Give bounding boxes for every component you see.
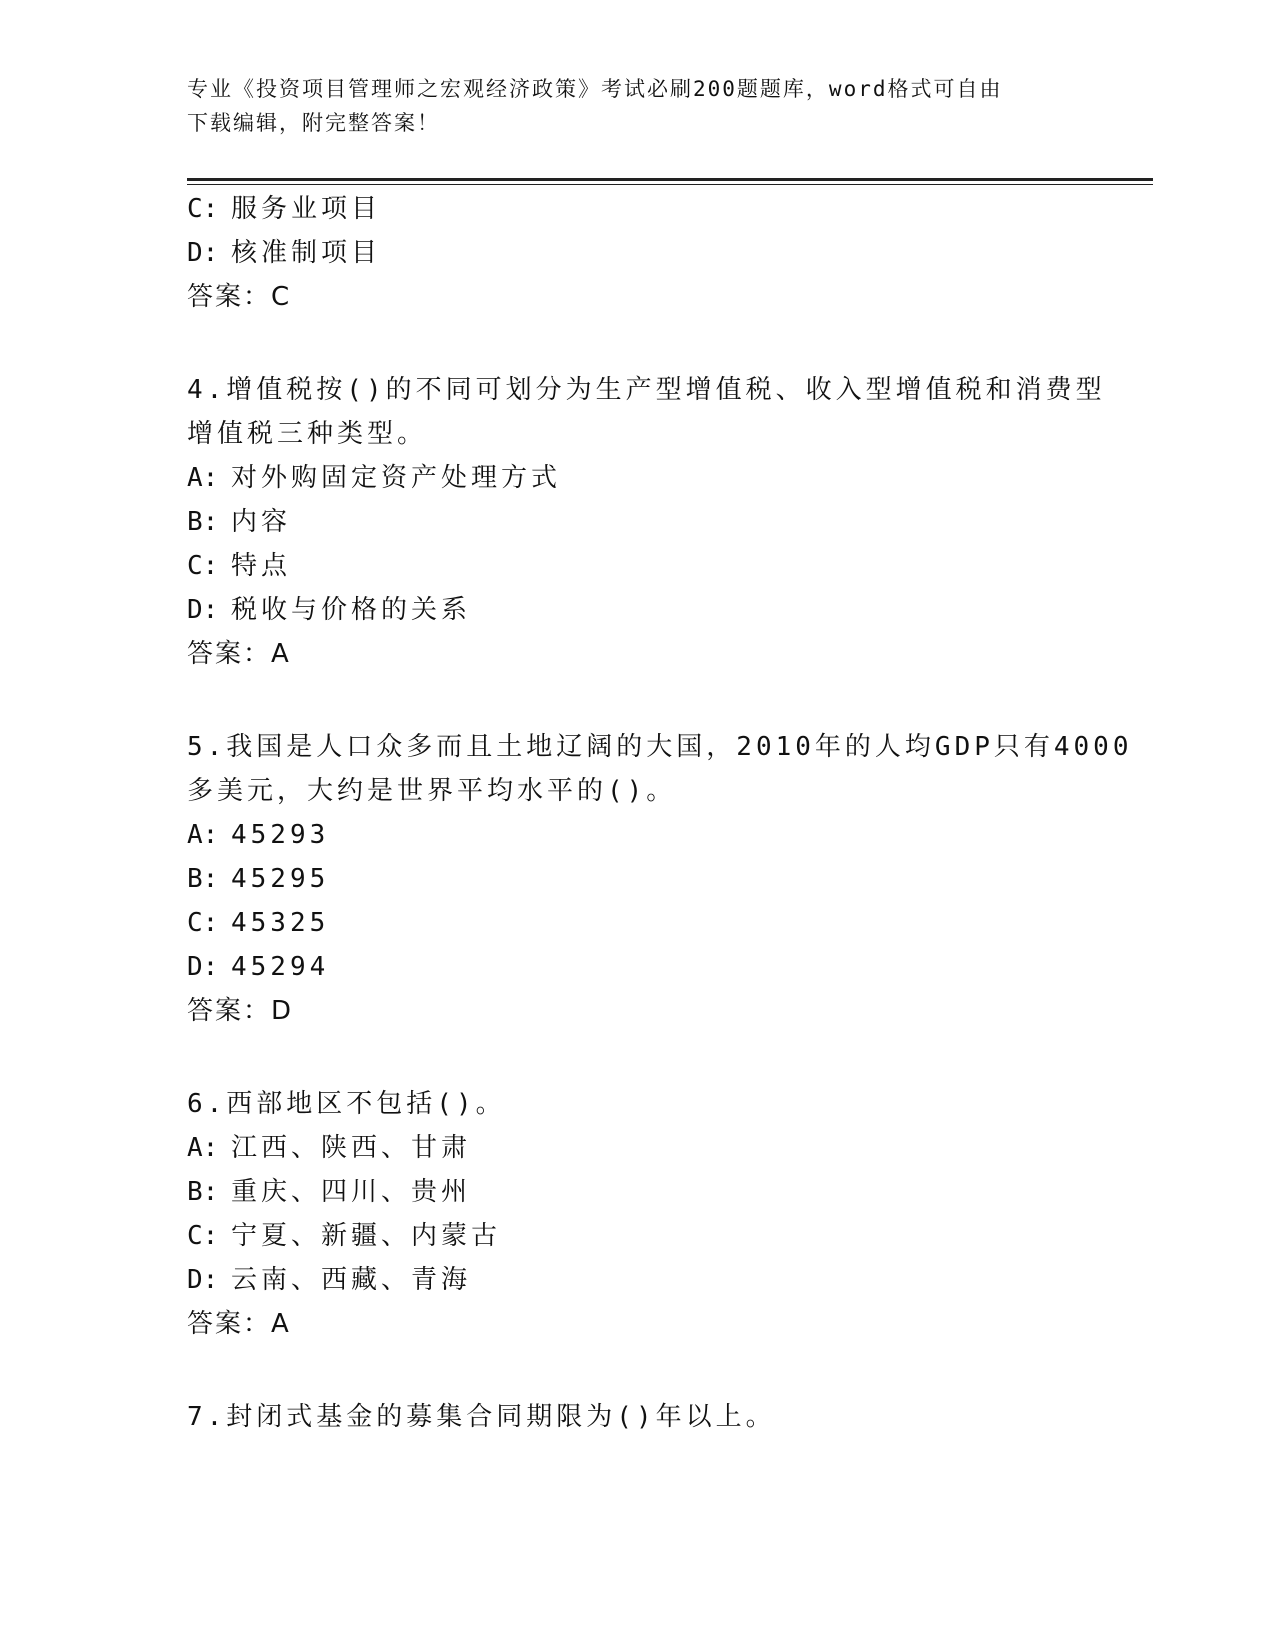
option-text: 对外购固定资产处理方式 [231,463,562,493]
option-letter: A: [187,820,219,850]
option-text: 服务业项目 [231,194,382,224]
q4-stem-line-1: 4.增值税按()的不同可划分为生产型增值税、收入型增值税和消费型 [187,375,1106,405]
q5-option-d [187,950,329,984]
option-letter: B: [187,507,219,537]
header-divider-thin [187,184,1153,185]
q3-option-c [187,192,381,226]
header-line-2: 下载编辑，附完整答案！ [187,111,440,135]
option-text: 45325 [231,908,330,938]
q4-option-d [187,593,471,627]
option-text: 45294 [231,952,330,982]
option-text: 45295 [231,864,330,894]
option-letter: D: [187,238,219,268]
q7-stem-line-1: 7.封闭式基金的募集合同期限为()年以上。 [187,1402,776,1432]
option-letter: C: [187,551,219,581]
q5-stem-line-1: 5.我国是人口众多而且土地辽阔的大国，2010年的人均GDP只有4000 [187,732,1133,762]
q4-answer: 答案：A [187,639,291,669]
option-letter: B: [187,864,219,894]
q5-option-a [187,818,329,852]
option-text: 云南、西藏、青海 [231,1265,472,1295]
q3-option-d [187,236,381,270]
q4-option-b [187,505,291,539]
q6-option-a [187,1131,471,1165]
option-letter: D: [187,595,219,625]
q5-option-c [187,906,329,940]
q3-answer: 答案：C [187,282,292,312]
option-text: 核准制项目 [231,238,382,268]
option-text: 税收与价格的关系 [231,595,472,625]
q6-answer: 答案：A [187,1309,291,1339]
q6-stem-line-1: 6.西部地区不包括()。 [187,1089,506,1119]
option-letter: D: [187,1265,219,1295]
q5-answer: 答案：D [187,996,294,1026]
q5-option-b [187,862,329,896]
header-line-1: 专业《投资项目管理师之宏观经济政策》考试必刷200题题库，word格式可自由 [187,77,1003,101]
q4-stem-line-2: 增值税三种类型。 [187,419,428,449]
document-header [187,72,1087,140]
option-letter: D: [187,952,219,982]
option-text: 江西、陕西、甘肃 [231,1133,472,1163]
option-letter: C: [187,1221,219,1251]
option-letter: A: [187,1133,219,1163]
q6-option-d [187,1263,471,1297]
option-text: 重庆、四川、贵州 [231,1177,472,1207]
option-text: 宁夏、新疆、内蒙古 [231,1221,502,1251]
option-letter: A: [187,463,219,493]
q6-option-b [187,1175,471,1209]
q6-option-c [187,1219,501,1253]
header-divider-thick [187,178,1153,181]
q4-option-c [187,549,291,583]
q4-option-a [187,461,561,495]
q5-stem-line-2: 多美元，大约是世界平均水平的()。 [187,776,677,806]
option-letter: B: [187,1177,219,1207]
option-text: 内容 [231,507,292,537]
option-text: 45293 [231,820,330,850]
option-letter: C: [187,908,219,938]
option-letter: C: [187,194,219,224]
option-text: 特点 [231,551,292,581]
